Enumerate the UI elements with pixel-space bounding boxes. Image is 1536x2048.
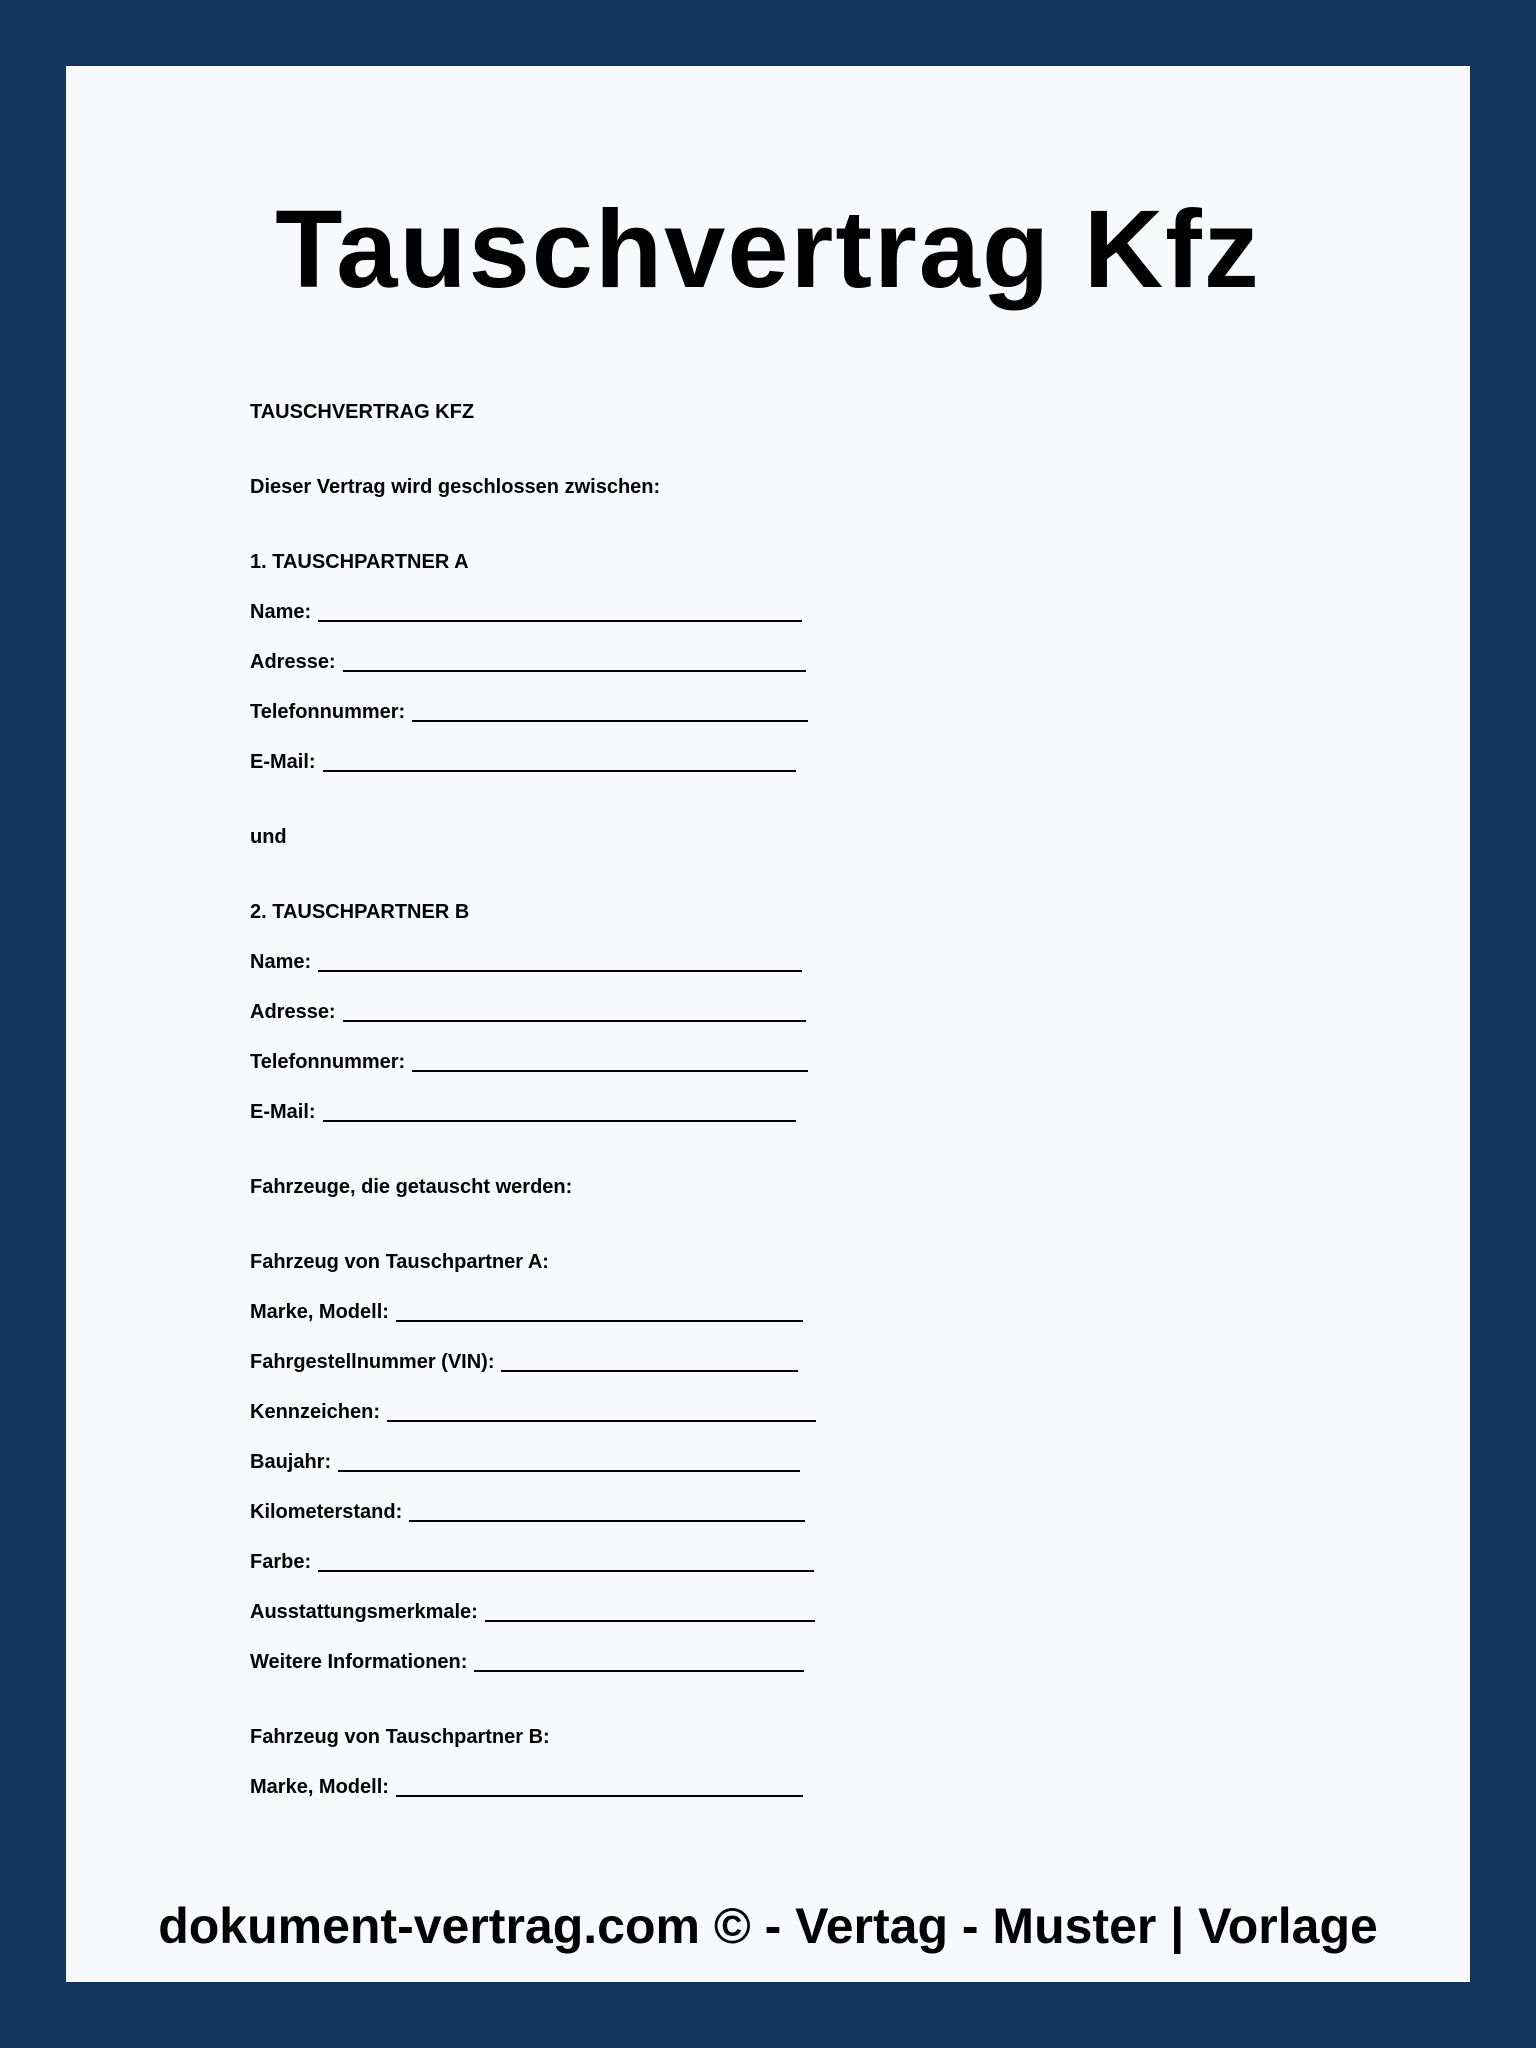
partner-b-email-field (250, 1100, 1250, 1124)
partner-a-heading: 1. TAUSCHPARTNER A (250, 551, 469, 573)
vehicle-a-plate-field (250, 1400, 1250, 1424)
vehicle-a-color-field (250, 1550, 1250, 1574)
field-label: E-Mail: (250, 751, 316, 773)
fill-in-line[interactable] (501, 1370, 798, 1372)
partner-a-email-field (250, 750, 1250, 774)
fill-in-line[interactable] (318, 1570, 814, 1572)
document-title: Tauschvertrag Kfz (275, 188, 1261, 311)
vehicle-a-mileage-field (250, 1500, 1250, 1524)
partner-a-address-field (250, 650, 1250, 674)
partner-a-name-field (250, 600, 1250, 624)
field-label: Fahrgestellnummer (VIN): (250, 1351, 495, 1373)
footer-watermark: dokument-vertrag.com © - Vertag - Muster | Vorlage (158, 1898, 1378, 1954)
contract-heading: TAUSCHVERTRAG KFZ (250, 401, 475, 423)
and-separator: und (250, 826, 287, 848)
field-label: Farbe: (250, 1551, 312, 1573)
field-label: Ausstattungsmerkmale: (250, 1601, 478, 1623)
fill-in-line[interactable] (396, 1795, 803, 1797)
fill-in-line[interactable] (474, 1670, 804, 1672)
field-label: Adresse: (250, 651, 336, 673)
fill-in-line[interactable] (409, 1520, 805, 1522)
fill-in-line[interactable] (343, 1020, 806, 1022)
field-label: Marke, Modell: (250, 1301, 389, 1323)
field-label: Weitere Informationen: (250, 1651, 468, 1673)
field-label: Marke, Modell: (250, 1776, 389, 1798)
vehicle-a-year-field (250, 1450, 1250, 1474)
field-label: Name: (250, 951, 312, 973)
partner-b-heading: 2. TAUSCHPARTNER B (250, 901, 470, 923)
field-label: Adresse: (250, 1001, 336, 1023)
partner-b-phone-field (250, 1050, 1250, 1074)
field-label: Telefonnummer: (250, 1051, 406, 1073)
vehicle-b-heading: Fahrzeug von Tauschpartner B: (250, 1726, 550, 1748)
field-label: Name: (250, 601, 312, 623)
vehicle-a-further-info-field (250, 1650, 1250, 1674)
fill-in-line[interactable] (323, 770, 796, 772)
fill-in-line[interactable] (412, 1070, 808, 1072)
fill-in-line[interactable] (485, 1620, 815, 1622)
contract-body (250, 400, 1250, 1799)
fill-in-line[interactable] (387, 1420, 816, 1422)
field-label: Kennzeichen: (250, 1401, 381, 1423)
fill-in-line[interactable] (323, 1120, 796, 1122)
field-label: Telefonnummer: (250, 701, 406, 723)
vehicle-a-vin-field (250, 1350, 1250, 1374)
vehicle-a-heading: Fahrzeug von Tauschpartner A: (250, 1251, 549, 1273)
fill-in-line[interactable] (338, 1470, 800, 1472)
field-label: Baujahr: (250, 1451, 332, 1473)
vehicles-heading: Fahrzeuge, die getauscht werden: (250, 1176, 573, 1198)
fill-in-line[interactable] (343, 670, 806, 672)
fill-in-line[interactable] (318, 620, 802, 622)
field-label: Kilometerstand: (250, 1501, 403, 1523)
vehicle-a-make-model-field (250, 1300, 1250, 1324)
fill-in-line[interactable] (318, 970, 802, 972)
fill-in-line[interactable] (396, 1320, 803, 1322)
vehicle-a-features-field (250, 1600, 1250, 1624)
fill-in-line[interactable] (412, 720, 808, 722)
field-label: E-Mail: (250, 1101, 316, 1123)
partner-a-phone-field (250, 700, 1250, 724)
partner-b-address-field (250, 1000, 1250, 1024)
contract-intro: Dieser Vertrag wird geschlossen zwischen: (250, 476, 661, 498)
vehicle-b-make-model-field (250, 1775, 1250, 1799)
partner-b-name-field (250, 950, 1250, 974)
